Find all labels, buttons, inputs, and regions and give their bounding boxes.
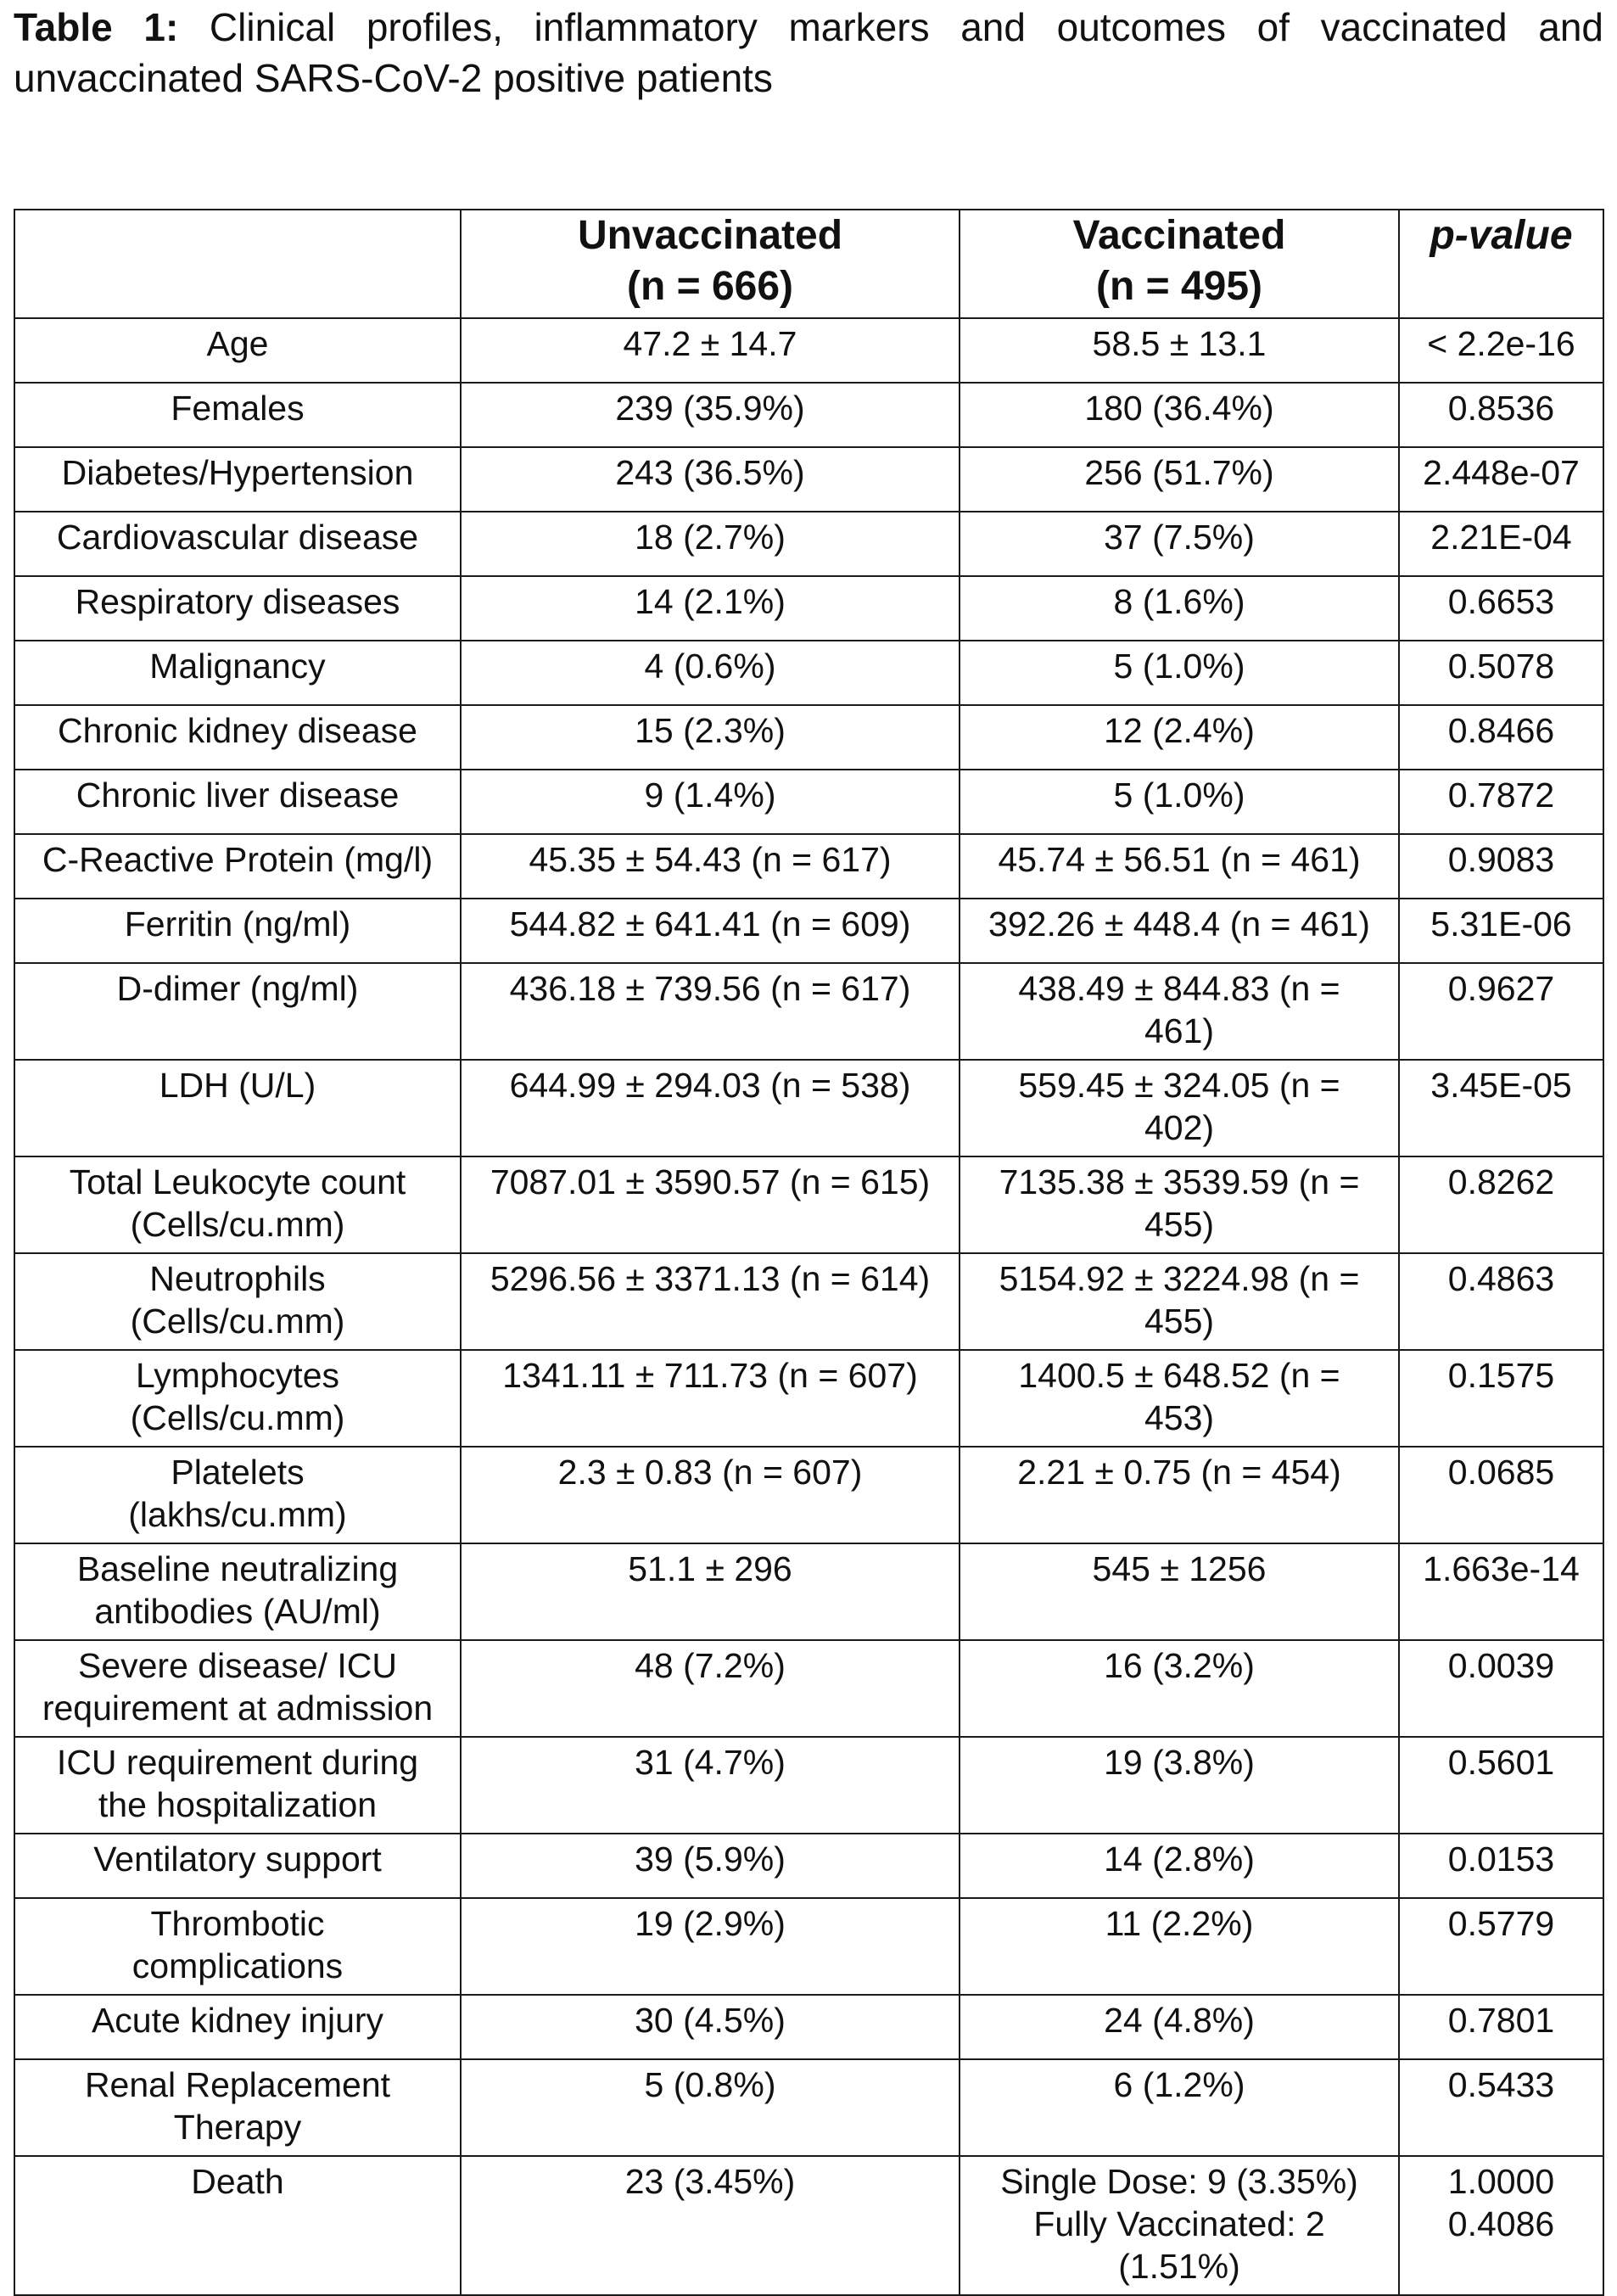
cell-pvalue: 0.9627 [1399,963,1603,1060]
table-row [14,1995,1603,2059]
cell-vaccinated: 58.5 ± 13.1 [960,318,1399,383]
cell-vaccinated: 19 (3.8%) [960,1737,1399,1834]
header-row [14,210,1603,318]
cell-unvaccinated: 243 (36.5%) [461,447,960,512]
table-row [14,1447,1603,1543]
cell-unvaccinated: 9 (1.4%) [461,770,960,834]
table-row [14,899,1603,963]
cell-vaccinated: 14 (2.8%) [960,1834,1399,1898]
cell-unvaccinated: 5 (0.8%) [461,2059,960,2156]
cell-vaccinated: 8 (1.6%) [960,576,1399,641]
cell-label: C-Reactive Protein (mg/l) [14,834,461,899]
cell-pvalue: < 2.2e-16 [1399,318,1603,383]
table-row [14,512,1603,576]
cell-unvaccinated: 14 (2.1%) [461,576,960,641]
cell-vaccinated: 7135.38 ± 3539.59 (n = 455) [960,1156,1399,1253]
header-vaccinated: Vaccinated (n = 495) [960,210,1399,318]
table-row [14,1898,1603,1995]
table-row [14,1253,1603,1350]
cell-pvalue: 3.45E-05 [1399,1060,1603,1156]
cell-label: Thrombotic complications [14,1898,461,1995]
cell-label: Total Leukocyte count (Cells/cu.mm) [14,1156,461,1253]
cell-pvalue: 0.1575 [1399,1350,1603,1447]
cell-unvaccinated: 48 (7.2%) [461,1640,960,1737]
table-row [14,1640,1603,1737]
table-row [14,1834,1603,1898]
cell-pvalue: 0.4863 [1399,1253,1603,1350]
cell-label: Death [14,2156,461,2295]
cell-unvaccinated: 4 (0.6%) [461,641,960,705]
cell-label: Malignancy [14,641,461,705]
header-label [14,210,461,318]
cell-unvaccinated: 47.2 ± 14.7 [461,318,960,383]
cell-pvalue: 0.7872 [1399,770,1603,834]
cell-unvaccinated: 7087.01 ± 3590.57 (n = 615) [461,1156,960,1253]
cell-vaccinated: 545 ± 1256 [960,1543,1399,1640]
cell-vaccinated: 256 (51.7%) [960,447,1399,512]
cell-pvalue: 2.448e-07 [1399,447,1603,512]
cell-unvaccinated: 18 (2.7%) [461,512,960,576]
table-row [14,1060,1603,1156]
cell-pvalue: 1.0000 0.4086 [1399,2156,1603,2295]
cell-pvalue: 1.663e-14 [1399,1543,1603,1640]
cell-label: D-dimer (ng/ml) [14,963,461,1060]
table-row [14,576,1603,641]
table-row [14,1737,1603,1834]
cell-label: Baseline neutralizing antibodies (AU/ml) [14,1543,461,1640]
cell-unvaccinated: 39 (5.9%) [461,1834,960,1898]
cell-vaccinated: 1400.5 ± 648.52 (n = 453) [960,1350,1399,1447]
header-pvalue: p-value [1399,210,1603,318]
cell-label: Chronic kidney disease [14,705,461,770]
cell-label: Chronic liver disease [14,770,461,834]
cell-unvaccinated: 1341.11 ± 711.73 (n = 607) [461,1350,960,1447]
table-row [14,1350,1603,1447]
cell-pvalue: 0.8262 [1399,1156,1603,1253]
cell-vaccinated: 37 (7.5%) [960,512,1399,576]
table-row [14,963,1603,1060]
cell-unvaccinated: 31 (4.7%) [461,1737,960,1834]
table-row [14,641,1603,705]
cell-label: Ferritin (ng/ml) [14,899,461,963]
caption-text: Clinical profiles, inflammatory markers and outcomes of vaccinated and unvaccinated SARS-CoV-2 positive patients [14,5,1603,100]
cell-label: Diabetes/Hypertension [14,447,461,512]
cell-unvaccinated: 436.18 ± 739.56 (n = 617) [461,963,960,1060]
cell-pvalue: 0.0153 [1399,1834,1603,1898]
table-row [14,705,1603,770]
cell-pvalue: 0.7801 [1399,1995,1603,2059]
cell-vaccinated: 11 (2.2%) [960,1898,1399,1995]
cell-pvalue: 0.6653 [1399,576,1603,641]
cell-vaccinated: 45.74 ± 56.51 (n = 461) [960,834,1399,899]
cell-label: Lymphocytes (Cells/cu.mm) [14,1350,461,1447]
cell-pvalue: 0.9083 [1399,834,1603,899]
cell-unvaccinated: 30 (4.5%) [461,1995,960,2059]
caption-label: Table 1: [14,5,179,49]
cell-pvalue: 0.5779 [1399,1898,1603,1995]
cell-vaccinated: 559.45 ± 324.05 (n = 402) [960,1060,1399,1156]
table-caption [14,2,1603,104]
cell-label: Females [14,383,461,447]
cell-vaccinated: 180 (36.4%) [960,383,1399,447]
table-row [14,2059,1603,2156]
table-row [14,770,1603,834]
table-row [14,383,1603,447]
cell-label: Ventilatory support [14,1834,461,1898]
cell-vaccinated: 438.49 ± 844.83 (n = 461) [960,963,1399,1060]
cell-unvaccinated: 15 (2.3%) [461,705,960,770]
cell-unvaccinated: 5296.56 ± 3371.13 (n = 614) [461,1253,960,1350]
cell-vaccinated: 16 (3.2%) [960,1640,1399,1737]
cell-pvalue: 2.21E-04 [1399,512,1603,576]
table-row [14,318,1603,383]
cell-unvaccinated: 45.35 ± 54.43 (n = 617) [461,834,960,899]
cell-label: Neutrophils (Cells/cu.mm) [14,1253,461,1350]
cell-label: Cardiovascular disease [14,512,461,576]
clinical-profiles-table [14,209,1604,2296]
cell-vaccinated: 12 (2.4%) [960,705,1399,770]
cell-pvalue: 5.31E-06 [1399,899,1603,963]
cell-pvalue: 0.0039 [1399,1640,1603,1737]
cell-label: LDH (U/L) [14,1060,461,1156]
table-body [14,318,1603,2295]
cell-vaccinated: 6 (1.2%) [960,2059,1399,2156]
cell-pvalue: 0.5601 [1399,1737,1603,1834]
table-row [14,834,1603,899]
cell-pvalue: 0.5078 [1399,641,1603,705]
cell-vaccinated: 5154.92 ± 3224.98 (n = 455) [960,1253,1399,1350]
cell-label: Platelets (lakhs/cu.mm) [14,1447,461,1543]
cell-label: Severe disease/ ICU requirement at admission [14,1640,461,1737]
cell-vaccinated: 392.26 ± 448.4 (n = 461) [960,899,1399,963]
cell-unvaccinated: 239 (35.9%) [461,383,960,447]
table-row [14,1543,1603,1640]
cell-unvaccinated: 51.1 ± 296 [461,1543,960,1640]
cell-vaccinated: 5 (1.0%) [960,641,1399,705]
cell-unvaccinated: 2.3 ± 0.83 (n = 607) [461,1447,960,1543]
cell-pvalue: 0.8466 [1399,705,1603,770]
cell-label: Respiratory diseases [14,576,461,641]
cell-pvalue: 0.8536 [1399,383,1603,447]
table-row [14,2156,1603,2295]
cell-label: Age [14,318,461,383]
cell-vaccinated: 24 (4.8%) [960,1995,1399,2059]
cell-label: Renal Replacement Therapy [14,2059,461,2156]
cell-label: Acute kidney injury [14,1995,461,2059]
table-row [14,1156,1603,1253]
cell-unvaccinated: 644.99 ± 294.03 (n = 538) [461,1060,960,1156]
header-unvaccinated: Unvaccinated (n = 666) [461,210,960,318]
cell-unvaccinated: 23 (3.45%) [461,2156,960,2295]
cell-label: ICU requirement during the hospitalization [14,1737,461,1834]
cell-pvalue: 0.0685 [1399,1447,1603,1543]
cell-vaccinated: 5 (1.0%) [960,770,1399,834]
cell-unvaccinated: 544.82 ± 641.41 (n = 609) [461,899,960,963]
cell-unvaccinated: 19 (2.9%) [461,1898,960,1995]
cell-vaccinated: Single Dose: 9 (3.35%) Fully Vaccinated: 2 (1.51%) [960,2156,1399,2295]
table-row [14,447,1603,512]
cell-vaccinated: 2.21 ± 0.75 (n = 454) [960,1447,1399,1543]
cell-pvalue: 0.5433 [1399,2059,1603,2156]
